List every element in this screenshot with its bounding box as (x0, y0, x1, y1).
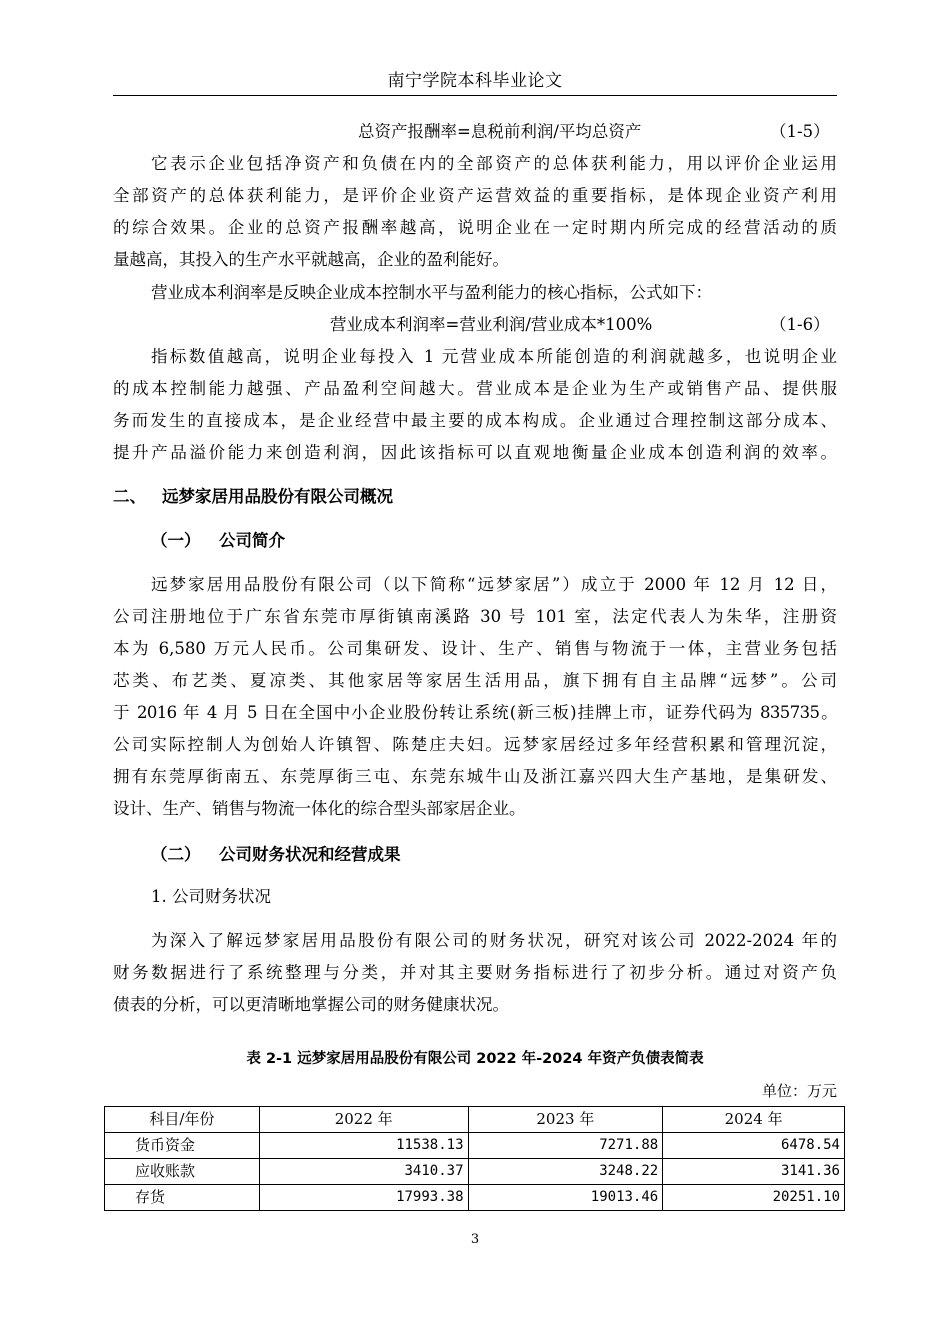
paragraph-line: 设计、生产、销售与物流一体化的综合型头部家居企业。 (113, 799, 526, 818)
table-cell-value: 7271.88 (468, 1133, 663, 1159)
table-header-cell: 2023 年 (468, 1107, 663, 1133)
paragraph-line: 芯类、布艺类、夏凉类、其他家居等家居生活用品，旗下拥有自主品牌“远梦”。公司 (113, 671, 837, 690)
formula-total-asset-return: 总资产报酬率=息税前利润/平均总资产 (358, 122, 642, 141)
paragraph-line: 务而发生的直接成本，是企业经营中最主要的成本构成。企业通过合理控制这部分成本、 (113, 411, 837, 430)
table-cell-value: 3248.22 (468, 1159, 663, 1185)
subsubsection-heading: 1. 公司财务状况 (151, 887, 271, 906)
table-caption: 表 2-1 远梦家居用品股份有限公司 2022 年-2024 年资产负债表简表 (246, 1051, 704, 1067)
paragraph-line: 本为 6,580 万元人民币。公司集研发、设计、生产、销售与物流于一体，主营业务包括 (113, 639, 837, 658)
paragraph-line: 的成本控制能力越强、产品盈利空间越大。营业成本是企业为生产或销售产品、提供服 (113, 379, 837, 398)
balance-sheet-table (104, 1106, 845, 1211)
paragraph-line: 公司注册地位于广东省东莞市厚街镇南溪路 30 号 101 室，法定代表人为朱华，注册资 (113, 607, 837, 626)
subsection-number: （二） (151, 845, 201, 864)
paragraph-line: 为深入了解远梦家居用品股份有限公司的财务状况，研究对该公司 2022-2024 年的 (151, 931, 837, 950)
table-row (105, 1185, 845, 1211)
table-header-cell: 科目/年份 (105, 1107, 260, 1133)
table-cell-value: 3141.36 (663, 1159, 845, 1185)
formula-operating-cost-profit: 营业成本利润率=营业利润/营业成本*100% (330, 315, 653, 334)
table-row (105, 1159, 845, 1185)
section-heading: 远梦家居用品股份有限公司概况 (162, 487, 393, 506)
paragraph-line: 于 2016 年 4 月 5 日在全国中小企业股份转让系统(新三板)挂牌上市，证券代码为 835735。 (113, 703, 837, 722)
paragraph-line: 远梦家居用品股份有限公司（以下简称“远梦家居”）成立于 2000 年 12 月 12 日， (151, 575, 837, 594)
table-unit: 单位：万元 (761, 1082, 837, 1100)
subsection-number: （一） (151, 531, 201, 550)
running-header: 南宁学院本科毕业论文 (387, 71, 563, 91)
paragraph-line: 量越高，其投入的生产水平就越高，企业的盈利能好。 (113, 250, 509, 269)
table-cell-item: 应收账款 (105, 1159, 260, 1185)
table-cell-value: 3410.37 (259, 1159, 468, 1185)
subsection-heading: 公司简介 (219, 531, 285, 550)
table-row (105, 1133, 845, 1159)
paragraph-line: 指标数值越高，说明企业每投入 1 元营业成本所能创造的利润就越多，也说明企业 (151, 347, 837, 366)
paragraph-line: 债表的分析，可以更清晰地掌握公司的财务健康状况。 (113, 995, 509, 1014)
subsection-heading: 公司财务状况和经营成果 (219, 845, 401, 864)
table-cell-value: 20251.10 (663, 1185, 845, 1211)
page-number: 3 (470, 1232, 480, 1247)
table-cell-value: 11538.13 (259, 1133, 468, 1159)
table-cell-item: 存货 (105, 1185, 260, 1211)
table-cell-item: 货币资金 (105, 1133, 260, 1159)
formula-number: （1-6） (770, 315, 830, 334)
section-number: 二、 (113, 487, 146, 506)
paragraph-line: 它表示企业包括净资产和负债在内的全部资产的总体获利能力，用以评价企业运用 (151, 154, 837, 173)
table-cell-value: 19013.46 (468, 1185, 663, 1211)
formula-number: （1-5） (770, 122, 830, 141)
table-header-cell: 2024 年 (663, 1107, 845, 1133)
paragraph-line: 营业成本利润率是反映企业成本控制水平与盈利能力的核心指标，公式如下： (151, 283, 712, 302)
paragraph-line: 的综合效果。企业的总资产报酬率越高，说明企业在一定时期内所完成的经营活动的质 (113, 218, 837, 237)
paragraph-line: 全部资产的总体获利能力，是评价企业资产运营效益的重要指标，是体现企业资产利用 (113, 186, 837, 205)
header-rule (113, 95, 837, 96)
table-header-cell: 2022 年 (259, 1107, 468, 1133)
paragraph-line: 财务数据进行了系统整理与分类，并对其主要财务指标进行了初步分析。通过对资产负 (113, 963, 837, 982)
table-cell-value: 17993.38 (259, 1185, 468, 1211)
table-header-row (105, 1107, 845, 1133)
paragraph-line: 提升产品溢价能力来创造利润，因此该指标可以直观地衡量企业成本创造利润的效率。 (113, 443, 837, 462)
paragraph-line: 公司实际控制人为创始人许镇智、陈楚庄夫妇。远梦家居经过多年经营积累和管理沉淀， (113, 735, 837, 754)
paragraph-line: 拥有东莞厚街南五、东莞厚街三屯、东莞东城牛山及浙江嘉兴四大生产基地，是集研发、 (113, 767, 837, 786)
table-cell-value: 6478.54 (663, 1133, 845, 1159)
